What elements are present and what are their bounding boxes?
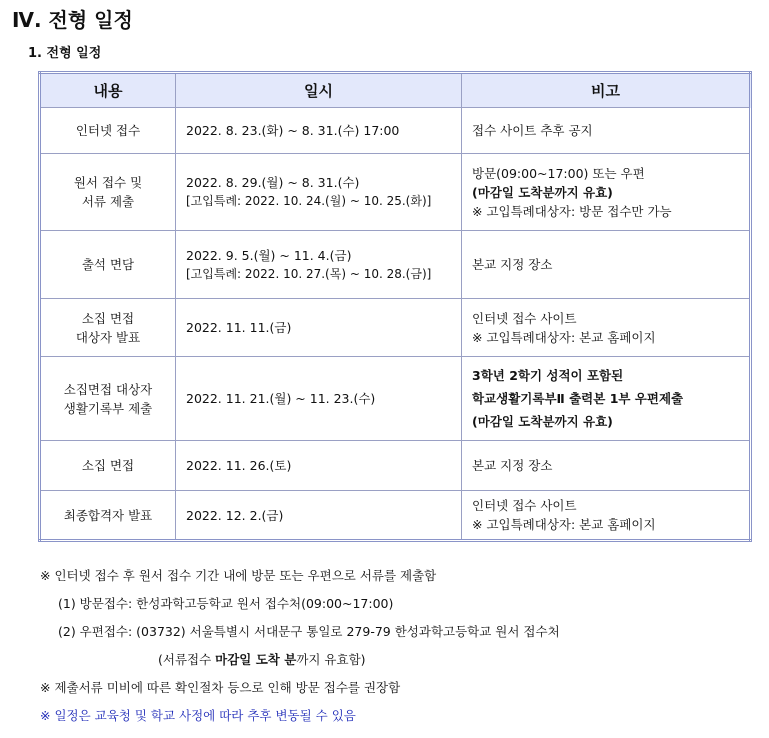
note-text: 까지 유효함) xyxy=(296,652,366,667)
row-remarks xyxy=(462,108,751,154)
note-visit: (1) 방문접수: 한성과학고등학교 원서 접수처(09:00~17:00) xyxy=(58,596,394,611)
date-line: [고입특례: 2022. 10. 24.(월) ~ 10. 25.(화)] xyxy=(186,194,432,208)
row-item xyxy=(40,357,176,441)
item-line: 최종합격자 발표 xyxy=(63,507,153,523)
remark-line: ※ 고입특례대상자: 본교 홈페이지 xyxy=(472,329,656,345)
item-line: 소집 면접 xyxy=(81,458,135,473)
row-remarks xyxy=(462,441,751,491)
row-item xyxy=(40,231,176,299)
remark-line: ※ 고입특례대상자: 방문 접수만 가능 xyxy=(472,203,672,219)
date-line: 2022. 11. 21.(월) ~ 11. 23.(수) xyxy=(186,391,376,406)
date-line: 2022. 12. 2.(금) xyxy=(186,507,284,523)
note-recommend-visit: ※ 제출서류 미비에 따른 확인절차 등으로 인해 방문 접수를 권장함 xyxy=(40,680,401,695)
row-item xyxy=(40,491,176,541)
row-item xyxy=(40,154,176,231)
header-remarks: 비고 xyxy=(462,73,751,108)
table-row xyxy=(40,441,751,491)
table-row xyxy=(40,491,751,541)
item-line: 소집 면접 xyxy=(81,310,135,326)
date-line: 2022. 8. 23.(화) ~ 8. 31.(수) 17:00 xyxy=(186,123,400,138)
remark-line: 학교생활기록부Ⅱ 출력본 1부 우편제출 xyxy=(472,391,684,406)
subsection-title: 1. 전형 일정 xyxy=(28,46,102,61)
date-line: 2022. 11. 26.(토) xyxy=(186,458,292,473)
remark-line: (마감일 도착분까지 유효) xyxy=(472,414,613,429)
table-row xyxy=(40,357,751,441)
note-mail-deadline xyxy=(158,650,366,668)
header-content: 내용 xyxy=(40,73,176,108)
row-remarks xyxy=(462,231,751,299)
row-remarks xyxy=(462,299,751,357)
row-dates xyxy=(176,231,462,299)
item-line: 생활기록부 제출 xyxy=(63,400,153,416)
row-remarks xyxy=(462,154,751,231)
table-row xyxy=(40,299,751,357)
row-remarks xyxy=(462,491,751,541)
item-line: 서류 제출 xyxy=(81,194,135,209)
note-schedule-change: ※ 일정은 교육청 및 학교 사정에 따라 추후 변동될 수 있음 xyxy=(40,708,356,723)
date-line: [고입특례: 2022. 10. 27.(목) ~ 10. 28.(금)] xyxy=(186,266,432,281)
schedule-table xyxy=(38,71,752,542)
remark-line: 인터넷 접수 사이트 xyxy=(472,310,577,326)
remark-line: ※ 고입특례대상자: 본교 홈페이지 xyxy=(472,517,656,532)
note-text: (서류접수 xyxy=(158,652,216,667)
table-header-row xyxy=(40,73,751,108)
table-row xyxy=(40,108,751,154)
remark-line: 3학년 2학기 성적이 포함된 xyxy=(472,368,624,383)
row-item xyxy=(40,299,176,357)
row-dates xyxy=(176,357,462,441)
date-line: 2022. 11. 11.(금) xyxy=(186,320,292,335)
row-dates xyxy=(176,299,462,357)
header-datetime: 일시 xyxy=(176,73,462,108)
section-title: Ⅳ. 전형 일정 xyxy=(12,8,133,32)
date-line: 2022. 8. 29.(월) ~ 8. 31.(수) xyxy=(186,175,360,190)
remark-line: 본교 지정 장소 xyxy=(472,257,553,272)
item-line: 인터넷 접수 xyxy=(75,123,141,138)
date-line: 2022. 9. 5.(월) ~ 11. 4.(금) xyxy=(186,247,352,263)
item-line: 출석 면담 xyxy=(81,257,135,272)
row-dates xyxy=(176,441,462,491)
remark-line: 인터넷 접수 사이트 xyxy=(472,498,577,513)
item-line: 원서 접수 및 xyxy=(73,175,143,190)
row-dates xyxy=(176,154,462,231)
item-line: 소집면접 대상자 xyxy=(63,381,153,397)
row-item xyxy=(40,441,176,491)
row-dates xyxy=(176,491,462,541)
row-remarks xyxy=(462,357,751,441)
remark-line: (마감일 도착분까지 유효) xyxy=(472,184,613,200)
row-item xyxy=(40,108,176,154)
table-row xyxy=(40,231,751,299)
note-mail: (2) 우편접수: (03732) 서울특별시 서대문구 통일로 279-79 한성과학고등학교 원서 접수처 xyxy=(58,624,560,639)
item-line: 대상자 발표 xyxy=(75,329,141,345)
remark-line: 접수 사이트 추후 공지 xyxy=(472,123,593,138)
note-emphasis: 마감일 도착 분 xyxy=(215,652,297,667)
remark-line: 방문(09:00~17:00) 또는 우편 xyxy=(472,165,645,181)
row-dates xyxy=(176,108,462,154)
note-submission: ※ 인터넷 접수 후 원서 접수 기간 내에 방문 또는 우편으로 서류를 제출함 xyxy=(40,568,437,583)
remark-line: 본교 지정 장소 xyxy=(472,458,553,473)
table-row xyxy=(40,154,751,231)
